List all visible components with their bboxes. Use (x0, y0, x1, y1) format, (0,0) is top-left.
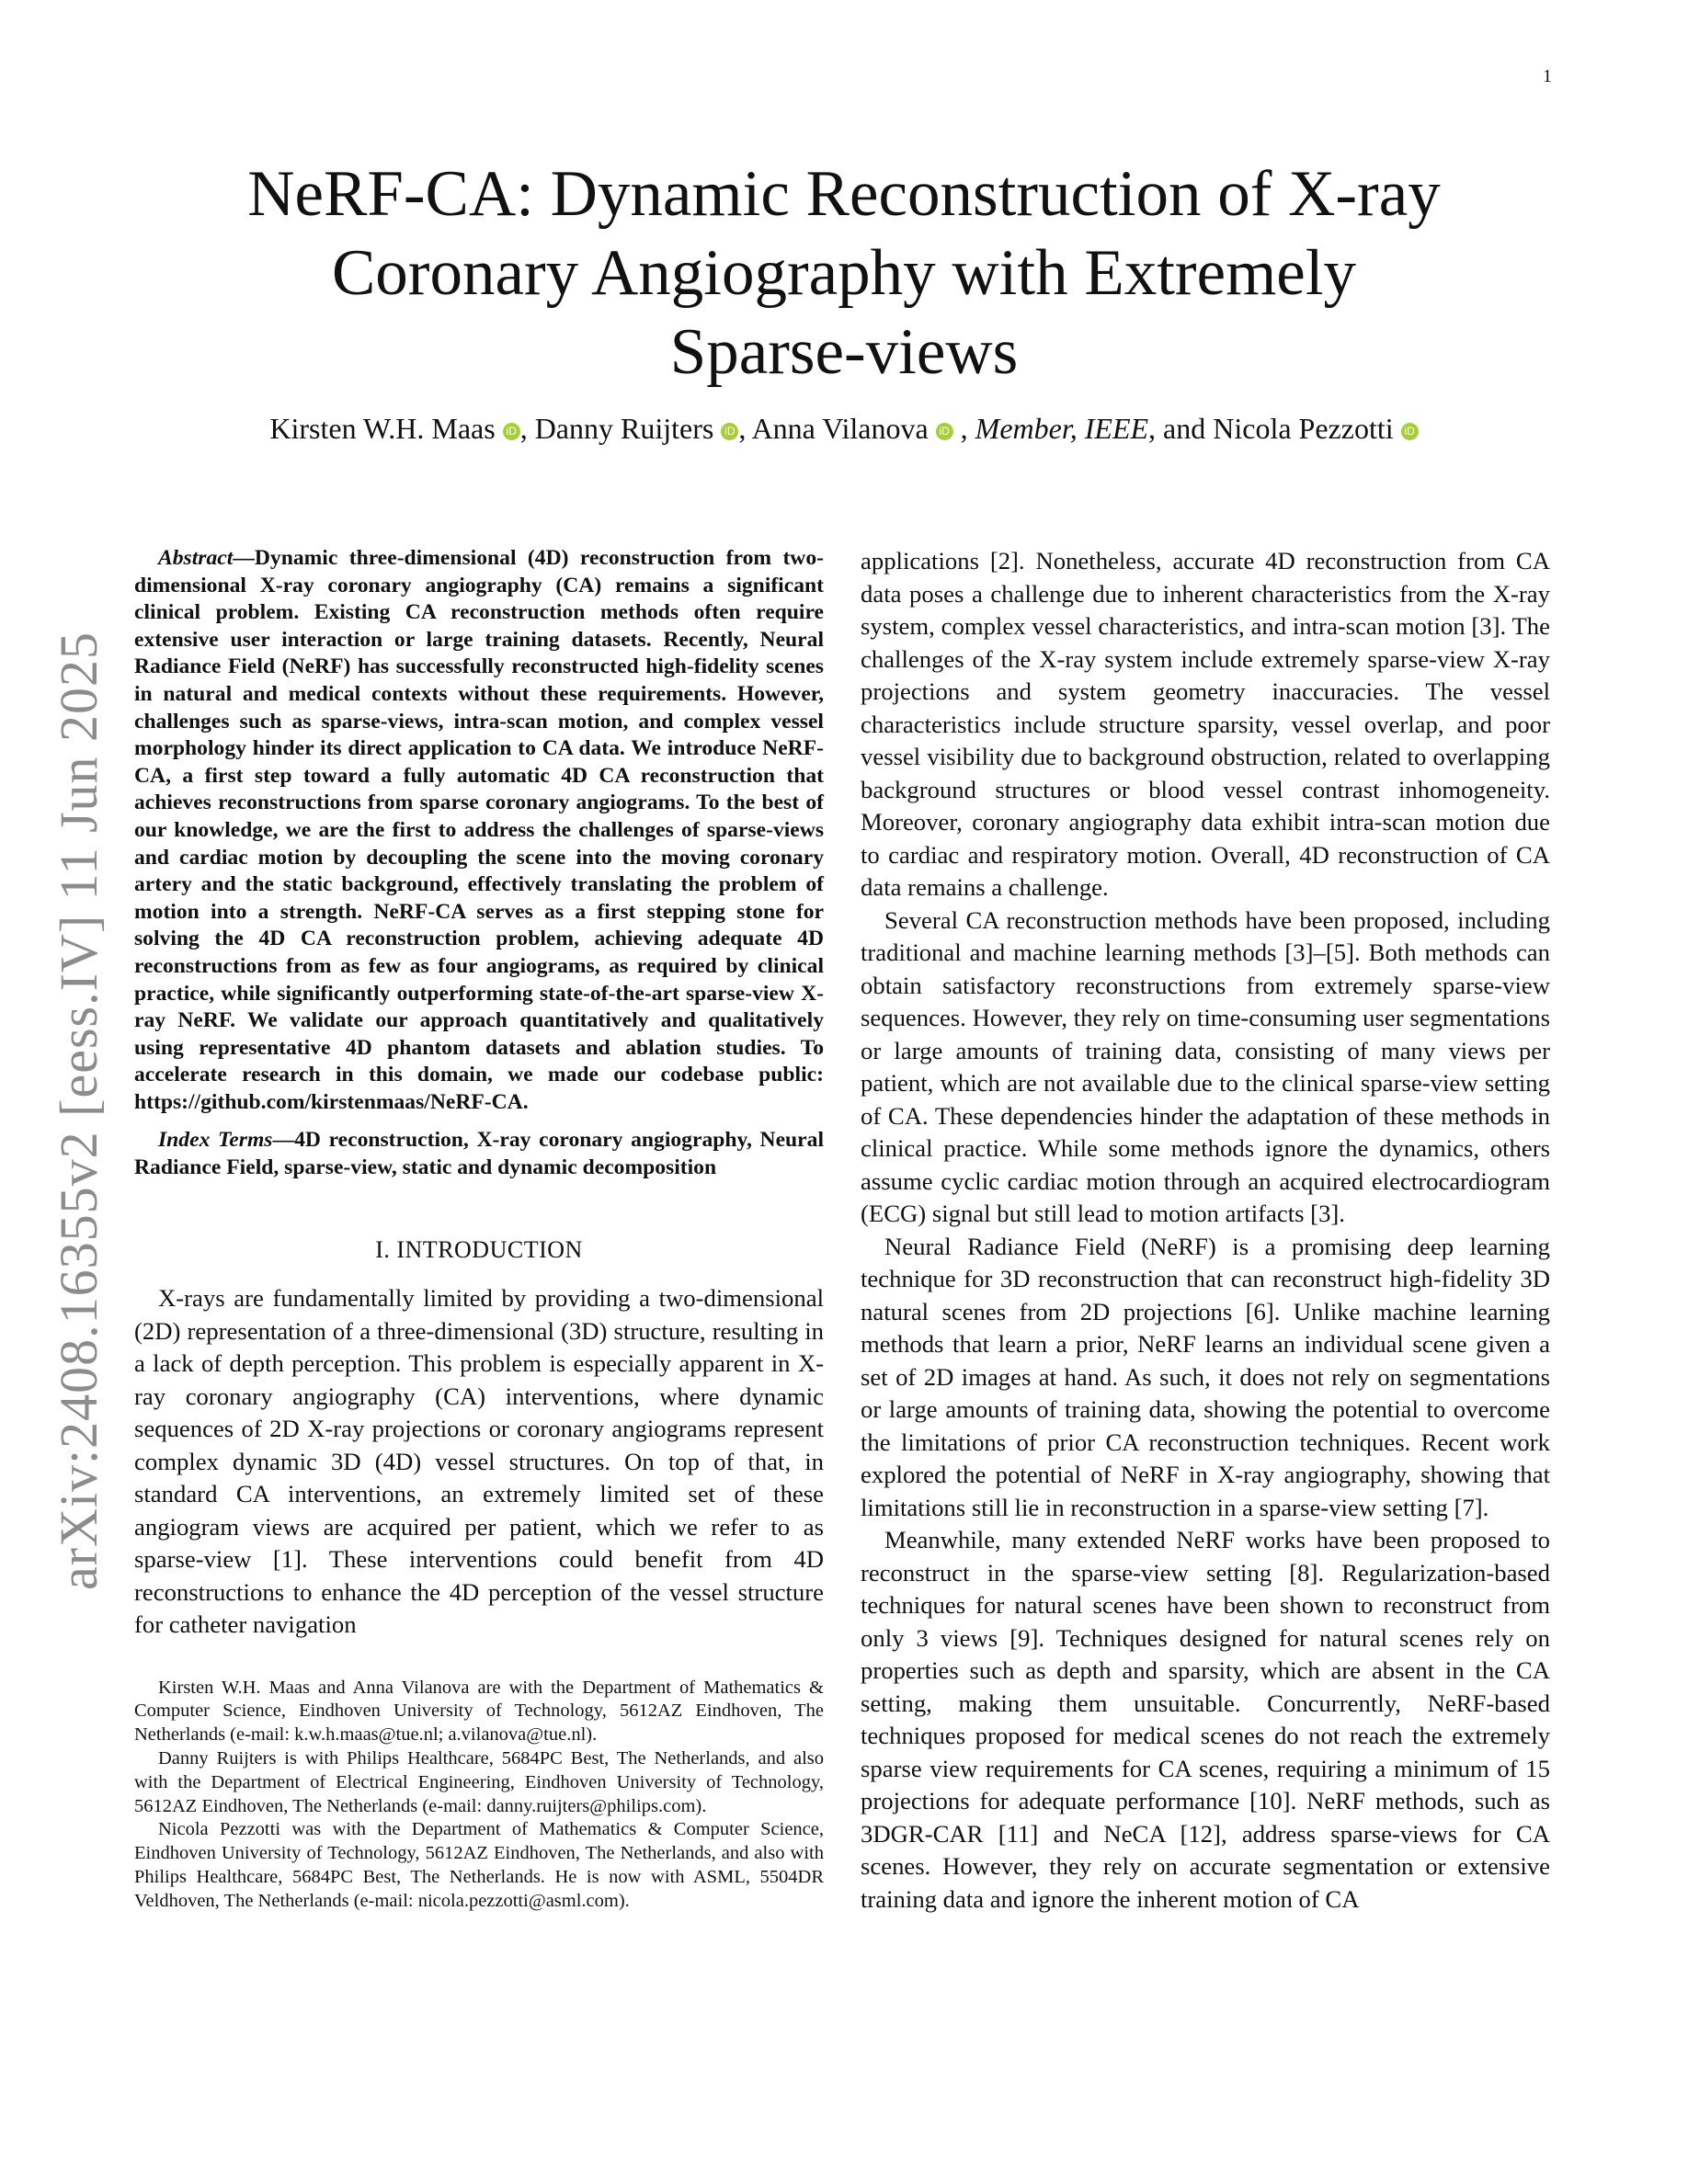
body-paragraph: Meanwhile, many extended NeRF works have been proposed to reconstruct in the sparse-view setting [8]. Regularization-based techniques for natural scenes have been shown to reconstruct from only 3 views [9]. Techniques designed for natural scenes rely on properties such as depth and sparsity, which are absent in the CA setting, making them unsuitable. Concurrently, NeRF-based techniques proposed for medical scenes do not reach the extremely sparse view requirements for CA scenes, requiring a minimum of 15 projections for adequate performance [10]. NeRF methods, such as 3DGR-CAR [11] and NeCA [12], address sparse-views for CA scenes. However, they rely on accurate segmentation or extensive training data and ignore the inherent motion of CA (861, 1526, 1550, 1913)
section-number: I. (375, 1235, 397, 1263)
abstract (134, 545, 824, 1116)
page-number: 1 (1543, 66, 1552, 86)
footnote-affiliation: Nicola Pezzotti was with the Department of Mathematics & Computer Science, Eindhoven University of Technology, 5612AZ Eindhoven, The Netherlands, and also with Philips Healthcare, 5684PC Best, The Netherlands. He is now with ASML, 5504DR Veldhoven, The Netherlands (e-mail: nicola.pezzotti@asml.com). (134, 1819, 824, 1911)
right-column (861, 545, 1550, 1916)
author-separator: , (952, 412, 975, 445)
paper-title-line-3: Sparse-views (669, 316, 1019, 388)
author-separator: , and (1148, 412, 1214, 445)
body-paragraph: applications [2]. Nonetheless, accurate 4D reconstruction from CA data poses a challenge due to inherent characteristics from the X-ray system, complex vessel characteristics, and intra-scan motion [3]. The challenges of the X-ray system include extremely sparse-view X-ray projections and system geometry inaccuracies. The vessel characteristics include structure sparsity, vessel overlap, and poor vessel visibility due to background obstruction, related to overlapping background structures or blood vessel contrast inhomogeneity. Moreover, coronary angiography data exhibit intra-scan motion due to cardiac and respiratory motion. Overall, 4D reconstruction of CA data remains a challenge. (861, 547, 1550, 901)
abstract-text: —Dynamic three-dimensional (4D) reconstruction from two-dimensional X-ray coronary angiography (CA) remains a significant clinical problem. Existing CA reconstruction methods often require extensive user interaction or large training datasets. Recently, Neural Radiance Field (NeRF) has successfully reconstructed high-fidelity scenes in natural and medical contexts without these requirements. However, challenges such as sparse-views, intra-scan motion, and complex vessel morphology hinder its direct application to CA data. We introduce NeRF-CA, a first step toward a fully automatic 4D CA reconstruction that achieves reconstructions from sparse coronary angiograms. To the best of our knowledge, we are the first to address the challenges of sparse-views and cardiac motion by decoupling the scene into the moving coronary artery and the static background, effectively translating the problem of motion into a strength. NeRF-CA serves as a first stepping stone for solving the 4D CA reconstruction problem, achieving adequate 4D reconstructions from as few as four angiograms, as required by clinical practice, while significantly outperforming state-of-the-art sparse-view X-ray NeRF. We validate our approach quantitatively and qualitatively using representative 4D phantom datasets and ablation studies. To accelerate research in this domain, we made our codebase public: https://github.com/kirstenmaas/NeRF-CA. (134, 546, 824, 1114)
orcid-icon[interactable]: iD (936, 423, 953, 440)
author-name: Kirsten W.H. Maas (269, 412, 496, 445)
section-title-initial: I (396, 1235, 405, 1263)
author-separator: , (738, 412, 752, 445)
orcid-icon[interactable]: iD (721, 423, 738, 440)
author-membership: Member, IEEE (975, 412, 1149, 445)
orcid-icon[interactable]: iD (503, 423, 520, 440)
paper-title-line-2: Coronary Angiography with Extremely (331, 237, 1357, 309)
author-name: Nicola Pezzotti (1213, 412, 1394, 445)
author-separator: , (519, 412, 535, 445)
affiliation-footnotes (134, 1677, 824, 1914)
title-block (0, 154, 1688, 447)
author-name: Danny Ruijters (534, 412, 714, 445)
section-title-rest: NTRODUCTION (405, 1235, 583, 1263)
section-heading (134, 1234, 824, 1267)
author-name: Anna Vilanova (751, 412, 929, 445)
paper-title-line-1: NeRF-CA: Dynamic Reconstruction of X-ray (247, 158, 1441, 230)
left-column (134, 545, 824, 1914)
arxiv-identifier-stamp[interactable]: arXiv:2408.16355v2 [eess.IV] 11 Jun 2025 (49, 631, 108, 1590)
author-list (0, 410, 1688, 447)
index-terms-text: —4D reconstruction, X-ray coronary angiography, Neural Radiance Field, sparse-view, static and dynamic decomposition (134, 1128, 825, 1180)
index-terms-label: Index Terms (158, 1128, 273, 1153)
intro-paragraph: X-rays are fundamentally limited by providing a two-dimensional (2D) representation of a three-dimensional (3D) structure, resulting in a lack of depth perception. This problem is especially apparent in X-ray coronary angiography (CA) interventions, where dynamic sequences of 2D X-ray projections or coronary angiograms represent complex dynamic 3D (4D) vessel structures. On top of that, in standard CA interventions, an extremely limited set of these angiogram views are acquired per patient, which we refer to as sparse-view [1]. These interventions could benefit from 4D reconstructions to enhance the 4D perception of the vessel structure for catheter navigation (134, 1284, 824, 1639)
orcid-icon[interactable]: iD (1401, 423, 1419, 440)
abstract-label: Abstract (158, 546, 234, 570)
body-paragraph: Several CA reconstruction methods have been proposed, including traditional and machine learning methods [3]–[5]. Both methods can obtain satisfactory reconstructions from extremely sparse-view sequences. However, they rely on time-consuming user segmentations or large amounts of training data, consisting of many views per patient, which are not available due to the clinical sparse-view setting of CA. These dependencies hinder the adaptation of these methods in clinical practice. While some methods ignore the dynamics, others assume cyclic cardiac motion through an acquired electrocardiogram (ECG) signal but still lead to motion artifacts [3]. (861, 905, 1550, 1227)
footnote-affiliation: Danny Ruijters is with Philips Healthcare, 5684PC Best, The Netherlands, and also with the Department of Electrical Engineering, Eindhoven University of Technology, 5612AZ Eindhoven, The Netherlands (e-mail: danny.ruijters@philips.com). (134, 1748, 824, 1816)
body-paragraph: Neural Radiance Field (NeRF) is a promising deep learning technique for 3D reconstruction that can reconstruct high-fidelity 3D natural scenes from 2D projections [6]. Unlike machine learning methods that learn a prior, NeRF learns an individual scene given a set of 2D images at hand. As such, it does not rely on segmentations or large amounts of training data, showing the potential to overcome the limitations of prior CA reconstruction techniques. Recent work explored the potential of NeRF in X-ray angiography, showing that limitations still lie in reconstruction in a sparse-view setting [7]. (861, 1232, 1550, 1521)
footnote-affiliation: Kirsten W.H. Maas and Anna Vilanova are with the Department of Mathematics & Computer Science, Eindhoven University of Technology, 5612AZ Eindhoven, The Netherlands (e-mail: k.w.h.maas@tue.nl; a.vilanova@tue.nl). (134, 1677, 824, 1746)
index-terms (134, 1127, 824, 1181)
